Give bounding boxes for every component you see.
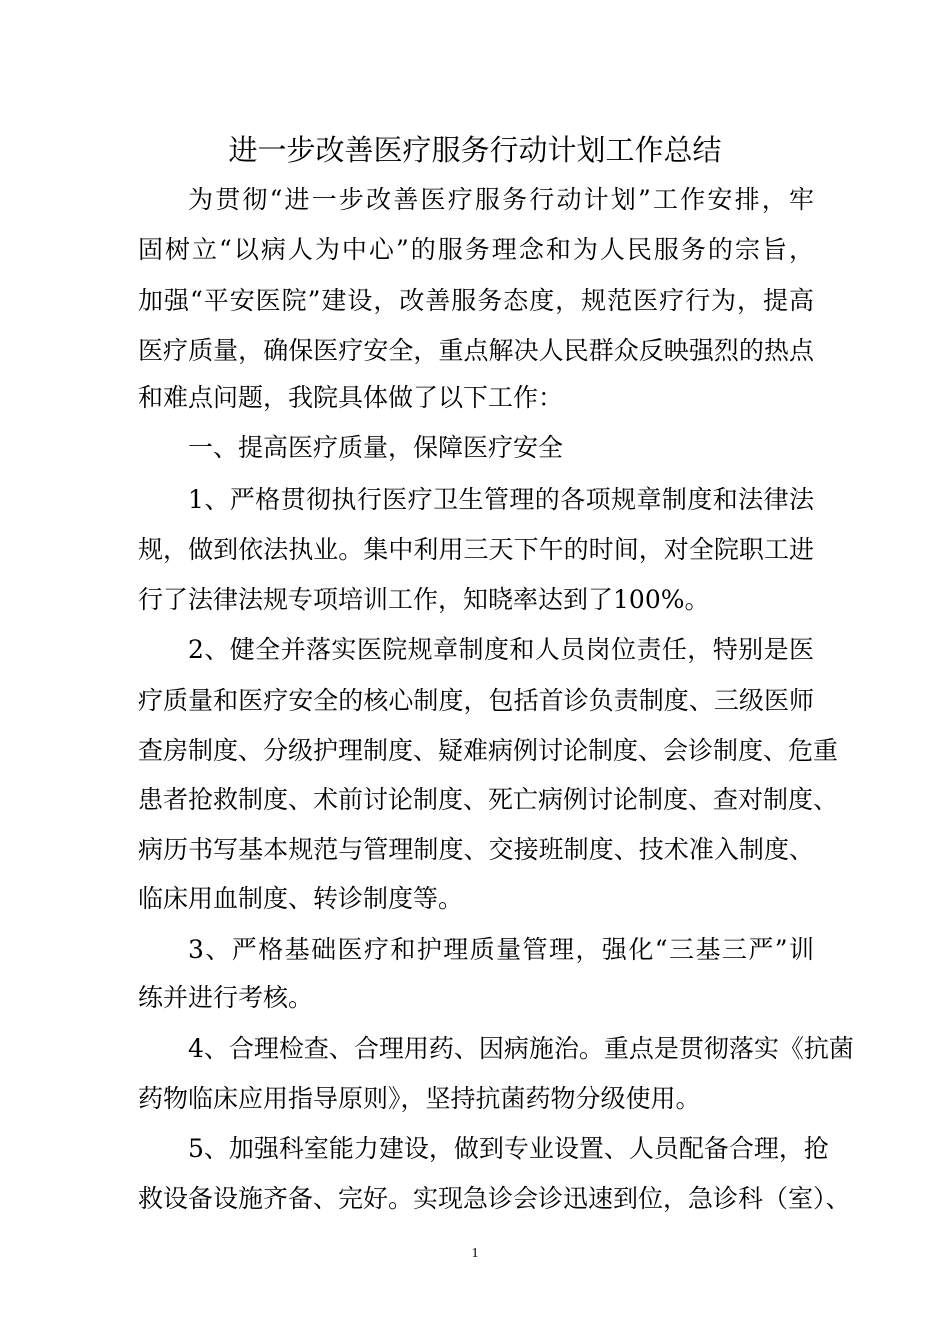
- item-3-line-2: 练并进行考核。: [138, 983, 314, 1012]
- item-4-line-2: 药物临床应用指导原则》，坚持抗菌药物分级使用。: [138, 1084, 701, 1113]
- item-2-line-2: 疗质量和医疗安全的核心制度，包括首诊负责制度、三级医师: [138, 686, 814, 715]
- item-2-line-5: 病历书写基本规范与管理制度、交接班制度、技术准入制度、: [138, 835, 814, 864]
- intro-line-3: 加强“平安医院”建设，改善服务态度，规范医疗行为，提高: [138, 286, 814, 315]
- item-5-line-1: 5、加强科室能力建设，做到专业设置、人员配备合理，抢: [188, 1134, 829, 1163]
- section-heading: 一、提高医疗质量，保障医疗安全: [188, 433, 564, 462]
- item-2-line-4: 患者抢救制度、术前讨论制度、死亡病例讨论制度、查对制度、: [138, 785, 839, 814]
- intro-line-4: 医疗质量，确保医疗安全，重点解决人民群众反映强烈的热点: [138, 336, 814, 365]
- intro-line-2: 固树立“以病人为中心”的服务理念和为人民服务的宗旨，: [138, 235, 814, 264]
- item-2-line-6: 临床用血制度、转诊制度等。: [138, 884, 464, 913]
- item-4-line-1: 4、合理检查、合理用药、因病施治。重点是贯彻落实《抗菌: [188, 1034, 854, 1063]
- item-5-line-2: 救设备设施齐备、完好。实现急诊会诊迅速到位，急诊科（室）、: [138, 1184, 851, 1213]
- page-number: 1: [471, 1246, 479, 1261]
- item-1-line-2: 规，做到依法执业。集中利用三天下午的时间，对全院职工进: [138, 535, 814, 564]
- item-1-line-3: 行了法律法规专项培训工作，知晓率达到了100%。: [138, 585, 710, 614]
- item-2-line-3: 查房制度、分级护理制度、疑难病例讨论制度、会诊制度、危重: [138, 736, 839, 765]
- item-2-line-1: 2、健全并落实医院规章制度和人员岗位责任，特别是医: [188, 635, 814, 664]
- item-1-line-1: 1、严格贯彻执行医疗卫生管理的各项规章制度和法律法: [188, 485, 814, 514]
- item-3-line-1: 3、严格基础医疗和护理质量管理，强化“三基三严”训: [188, 935, 814, 964]
- intro-line-1: 为贯彻“进一步改善医疗服务行动计划”工作安排，牢: [188, 185, 814, 214]
- document-title: 进一步改善医疗服务行动计划工作总结: [228, 133, 722, 167]
- intro-line-5: 和难点问题，我院具体做了以下工作：: [138, 383, 564, 412]
